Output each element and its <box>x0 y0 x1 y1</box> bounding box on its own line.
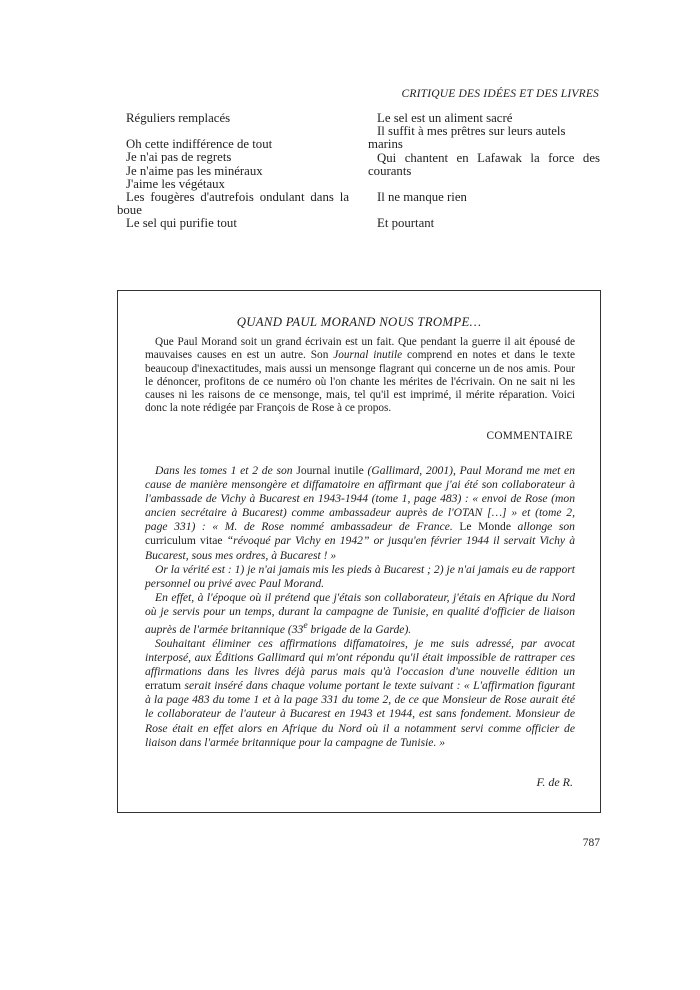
journal-title: Journal inutile <box>296 464 364 477</box>
box-title: QUAND PAUL MORAND NOUS TROMPE… <box>236 315 482 329</box>
journal-title: Journal inutile <box>333 349 403 362</box>
poem-right-column <box>368 112 600 230</box>
letter-paragraph <box>145 591 575 637</box>
letter-text-part: Souhaitant éliminer ces affirmations diffamatoires, je me suis adressé, par avocat interposé, aux Éditions Gallimard qui m'ont répondu qu'il était impossible de rattraper ces affirmations dans les livres déjà parus mais qu'à l'occasion d'une nouvelle édition un <box>145 636 575 679</box>
poem-line: Et pourtant <box>377 216 435 231</box>
poem-line: Le sel qui purifie tout <box>126 216 237 231</box>
poem-line: Je n'ai pas de regrets <box>126 150 232 165</box>
poem-line: Il suffit à mes prêtres sur leurs autels marins <box>368 124 566 152</box>
letter-text-part: (Gallimard, 2001), Paul Morand me met en cause de manière mensongère et diffamatoire en affirmant que j'ai été son collaborateur à l'ambassade de Vichy à Bucarest en 1943-1944 (tome 1, page 483) : « envoi de Rose (mon ancien secrétaire à Bucarest) comme ambassadeur auprès de l'OTAN […] » et (tome 2, page 331) : « M. de Rose nommé ambassadeur de France. <box>145 464 576 534</box>
inset-box <box>117 290 601 813</box>
poem-line: J'aime les végétaux <box>126 176 225 191</box>
poem-line: Oh cette indifférence de tout <box>126 137 273 152</box>
poem-line: Le sel est un aliment sacré <box>377 111 513 125</box>
poem-left-column <box>117 112 349 231</box>
intro-paragraph <box>145 336 575 416</box>
latin-term: erratum <box>145 679 182 693</box>
letter-text-part: allonge son <box>510 520 575 534</box>
poem-line: Il ne manque rien <box>377 190 467 205</box>
poem-line: Réguliers remplacés <box>126 111 231 125</box>
ordinal-suffix: e <box>303 620 308 632</box>
letter-text-part: serait inséré dans chaque volume portant le texte suivant : « L'affirmation figurant à la page 483 du tome 1 et à la page 331 du tome 2, de ce que Monsieur de Rose aurait été le collaborateur de l'auteur à Bucarest en 1943 et 1944, est sans fondement. Monsieur de Rose était en effet alors en Afrique du Nord où il a notamment servi comme officier de liaison dans l'armée britannique pour la campagne de Tunisie. » <box>145 679 575 749</box>
letter-text-part: brigade de la Garde). <box>307 622 412 636</box>
letter-text-part: En effet, à l'époque où il prétend que j'étais son collaborateur, j'étais en Afrique du Nord où je servis pour un temps, durant la campagne de Tunisie, en qualité d'officier de liaison auprès de l'armée britannique (33 <box>145 590 575 636</box>
letter-text-part: “révoqué par Vichy en 1942” or jusqu'en février 1944 il servait Vichy à Bucarest, sous mes ordres, à Bucarest ! » <box>145 534 575 562</box>
intro-text-part: Que Paul Morand soit un grand écrivain est un fait. Que pendant la guerre il ait épousé de mauvaises causes en est un autre. Son <box>145 336 575 362</box>
latin-term: curriculum vitae <box>145 534 223 548</box>
comment-label: COMMENTAIRE <box>486 430 573 442</box>
letter-text-part: Dans les tomes 1 et 2 de son <box>155 464 297 477</box>
page-number: 787 <box>582 837 600 849</box>
intro-text <box>145 336 575 416</box>
poem-line: Les fougères d'autrefois ondulant dans la boue <box>117 190 349 218</box>
letter-paragraph: Or la vérité est : 1) je n'ai jamais mis les pieds à Bucarest ; 2) je n'ai jamais eu de rapport personnel ou privé avec Paul Morand. <box>145 562 575 590</box>
letter-text <box>145 464 575 750</box>
poem-line: Je n'aime pas les minéraux <box>126 163 263 178</box>
poem-line: Qui chantent en Lafawak la force des courants <box>368 150 600 178</box>
newspaper-title: Le Monde <box>459 520 511 534</box>
running-head: CRITIQUE DES IDÉES ET DES LIVRES <box>401 88 599 100</box>
letter-paragraph <box>145 637 575 750</box>
intro-text-part: comprend en notes et dans le texte beaucoup d'inexactitudes, mais aussi un mensonge flagrant qui concerne un de nos amis. Pour le dénoncer, profitons de ce numéro où l'on chante les mérites de l'écrivain. On ne sait ni les causes ni les raisons de ce mensonge, mais, tel qu'il est imprimé, il mérite réparation. Voici donc la note rédigée par François de Rose à ce propos. <box>145 349 575 415</box>
signature: F. de R. <box>536 775 573 789</box>
letter-paragraph <box>145 464 575 563</box>
